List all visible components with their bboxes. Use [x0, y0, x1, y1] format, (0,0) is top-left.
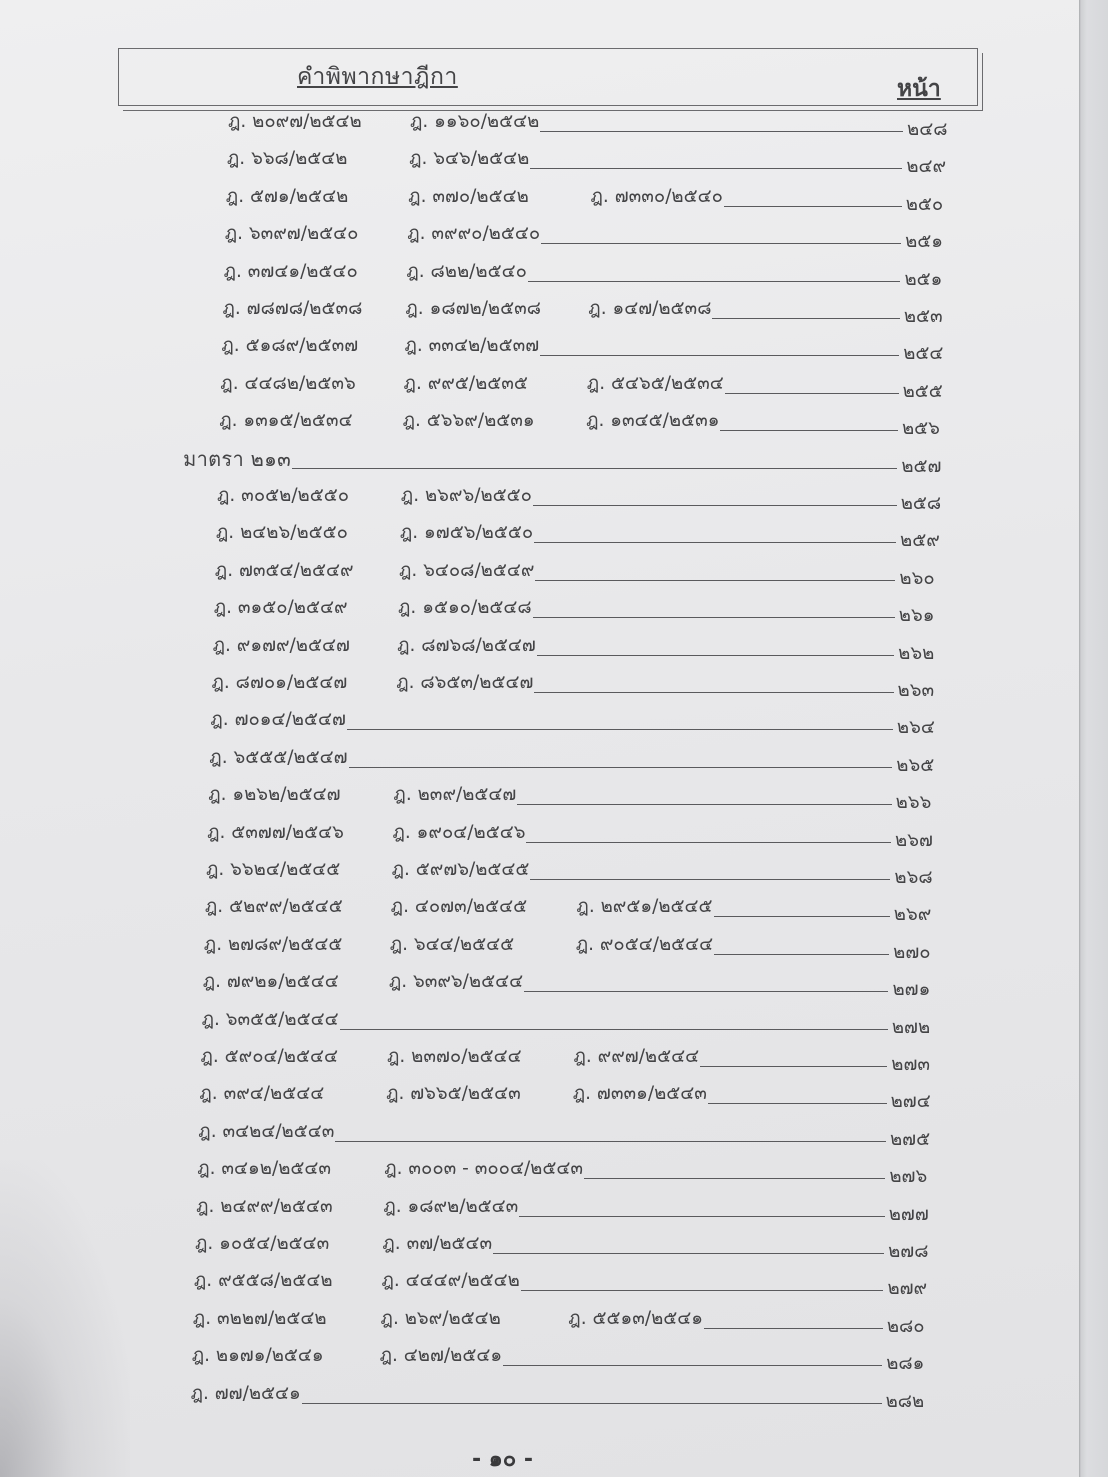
index-row — [195, 1229, 936, 1262]
case-citation: ฎ. ๗๙๒๑/๒๕๔๔ — [202, 971, 339, 993]
leader-line — [533, 504, 897, 506]
page-number: ๒๕๕ — [902, 380, 943, 402]
page-number: ๒๗๓ — [891, 1054, 931, 1075]
page-number: ๒๔๘ — [907, 119, 948, 140]
leader-line — [530, 878, 890, 880]
case-citation: ฎ. ๒๓๙/๒๕๔๗ — [393, 784, 517, 806]
page-number: ๒๕๔ — [903, 343, 944, 365]
case-citation: ฎ. ๕๒๙๙/๒๕๔๕ — [204, 896, 343, 918]
index-row — [209, 743, 944, 776]
leader-line — [708, 1102, 887, 1104]
page-number: ๒๗๘ — [888, 1241, 929, 1262]
leader-line — [534, 541, 896, 543]
page-number: ๒๖๒ — [898, 642, 935, 664]
leader-line — [540, 354, 899, 356]
leader-line — [340, 1028, 888, 1030]
case-citation: ฎ. ๗๐๑๔/๒๕๔๗ — [210, 709, 346, 731]
index-row — [199, 1079, 938, 1113]
page-number: ๒๕๗ — [901, 455, 942, 477]
case-citation: ฎ. ๑๘๗๒/๒๕๓๘ — [405, 298, 542, 319]
case-citation: ฎ. ๔๔๘๒/๒๕๓๖ — [220, 372, 356, 394]
page-number: ๒๖๖ — [895, 792, 932, 814]
page-number: ๒๖๗ — [895, 829, 933, 851]
case-citation: ฎ. ๖๓๙๗/๒๕๔๐ — [224, 223, 359, 245]
case-citation: ฎ. ๔๔๔๙/๒๕๔๒ — [381, 1270, 520, 1292]
index-row — [215, 518, 948, 552]
case-citation: ฎ. ๗๓๓๑/๒๕๔๓ — [572, 1083, 707, 1105]
leader-line — [521, 1289, 884, 1291]
case-citation: ฎ. ๘๒๒/๒๕๔๐ — [406, 260, 527, 282]
section-heading-row — [183, 444, 949, 477]
page-number: ๒๖๘ — [894, 867, 933, 888]
index-row — [228, 107, 955, 140]
page-number: ๒๖๓ — [897, 680, 935, 701]
case-citation: ฎ. ๓๔๒๔/๒๕๔๓ — [198, 1120, 335, 1142]
case-citation: ฎ. ๓๑๕๐/๒๕๔๙ — [213, 597, 348, 619]
case-citation: ฎ. ๓๒๒๗/๒๕๔๒ — [192, 1307, 327, 1329]
case-citation: ฎ. ๒๖๙๖/๒๕๕๐ — [400, 485, 532, 506]
index-row — [220, 369, 950, 402]
page-number: ๒๗๗ — [888, 1203, 929, 1225]
case-citation: ฎ. ๖๔๐๘/๒๕๔๙ — [398, 559, 535, 581]
case-citation: ฎ. ๖๕๕๕/๒๕๔๗ — [209, 746, 348, 768]
leader-line — [541, 242, 901, 244]
index-row — [202, 967, 941, 1001]
leader-line — [704, 1327, 883, 1329]
leader-line — [533, 616, 895, 618]
leader-line — [584, 1177, 885, 1179]
case-citation: ฎ. ๗๓๓๐/๒๕๔๐ — [590, 185, 723, 207]
case-citation: ฎ. ๙๕๕๘/๒๕๔๒ — [193, 1270, 333, 1292]
section-heading: มาตรา ๒๑๓ — [183, 446, 292, 471]
case-citation: ฎ. ๑๑๖๐/๒๕๔๒ — [410, 111, 540, 132]
index-row — [212, 631, 947, 664]
page-number: ๒๗๑ — [892, 979, 931, 1001]
case-citation: ฎ. ๑๔๗/๒๕๓๘ — [588, 298, 712, 319]
case-citation: ฎ. ๓๗/๒๕๔๓ — [382, 1233, 493, 1254]
index-row — [192, 1304, 935, 1337]
index-row — [201, 1005, 940, 1038]
case-citation: ฎ. ๑๒๖๒/๒๕๔๗ — [208, 784, 341, 806]
page-number: ๒๗๙ — [887, 1278, 928, 1300]
leader-line — [540, 130, 903, 132]
index-row — [196, 1192, 937, 1225]
case-citation: ฎ. ๔๒๗/๒๕๔๑ — [379, 1345, 503, 1367]
case-citation: ฎ. ๗๘๗๘/๒๕๓๘ — [222, 298, 363, 319]
index-row — [226, 144, 954, 178]
case-citation: ฎ. ๒๑๗๑/๒๕๔๑ — [191, 1345, 324, 1367]
index-row — [191, 1341, 935, 1375]
leader-line — [349, 766, 893, 768]
case-citation: ฎ. ๑๐๕๔/๒๕๔๓ — [195, 1233, 330, 1254]
page-number: ๒๕๓ — [903, 306, 943, 327]
index-row — [207, 818, 943, 851]
case-citation: ฎ. ๙๙๗/๒๕๔๔ — [573, 1046, 700, 1067]
index-row — [208, 780, 943, 814]
leader-line — [503, 1364, 882, 1366]
index-row — [214, 556, 948, 589]
index-row — [197, 1154, 937, 1188]
leader-line — [720, 429, 897, 431]
leader-line — [530, 167, 902, 169]
case-citation: ฎ. ๖๔๖/๒๕๔๒ — [409, 148, 530, 170]
index-row — [213, 593, 947, 627]
leader-line — [335, 1140, 886, 1142]
index-row — [225, 182, 954, 215]
case-citation: ฎ. ๕๙๗๖/๒๕๔๕ — [391, 859, 530, 880]
page-number: ๒๖๐ — [899, 567, 935, 589]
case-citation: ฎ. ๖๔๔/๒๕๔๕ — [389, 933, 515, 955]
leader-line — [517, 803, 891, 805]
case-citation: ฎ. ๖๖๒๔/๒๕๔๕ — [206, 859, 341, 880]
case-citation: ฎ. ๙๐๕๔/๒๕๔๔ — [575, 933, 714, 955]
page-number: ๒๕๑ — [905, 231, 944, 253]
case-citation: ฎ. ๓๓๔๒/๒๕๓๗ — [404, 335, 540, 357]
leader-line — [493, 1252, 884, 1254]
case-citation: ฎ. ๕๑๘๙/๒๕๓๗ — [221, 335, 359, 357]
page-number: ๒๕๐ — [905, 193, 944, 215]
case-citation: ฎ. ๗๓๕๔/๒๕๔๙ — [214, 559, 354, 581]
leader-line — [526, 841, 891, 843]
index-row — [198, 1117, 938, 1150]
leader-line — [524, 990, 888, 992]
page-number: ๒๘๑ — [886, 1353, 925, 1375]
case-citation: ฎ. ๑๓๑๕/๒๕๓๔ — [219, 410, 353, 432]
case-citation: ฎ. ๑๗๕๖/๒๕๕๐ — [399, 522, 534, 544]
leader-line — [724, 205, 902, 207]
index-row — [206, 855, 942, 888]
case-citation: ฎ. ๑๙๐๔/๒๕๔๖ — [392, 821, 526, 843]
case-citation: ฎ. ๙๙๕/๒๕๓๕ — [403, 372, 528, 394]
leader-line — [528, 280, 901, 282]
leader-line — [535, 579, 895, 581]
case-citation: ฎ. ๖๓๕๕/๒๕๔๔ — [201, 1008, 339, 1030]
page-title: คำพิพากษาฎีกา — [297, 64, 458, 90]
index-row — [200, 1042, 940, 1075]
leader-line — [714, 915, 890, 917]
page-number: ๒๖๕ — [896, 754, 935, 776]
index-row — [217, 481, 949, 514]
case-citation: ฎ. ๓๐๐๓ - ๓๐๐๔/๒๕๔๓ — [384, 1158, 584, 1180]
page-number: ๒๖๔ — [896, 717, 935, 739]
case-citation: ฎ. ๑๓๔๕/๒๕๓๑ — [586, 410, 720, 432]
page-number: ๒๗๖ — [889, 1166, 928, 1188]
case-citation: ฎ. ๓๙๙๐/๒๕๔๐ — [407, 223, 541, 245]
case-citation: ฎ. ๒๗๘๙/๒๕๔๕ — [203, 933, 343, 955]
leader-line — [714, 953, 889, 955]
case-citation: ฎ. ๕๕๑๓/๒๕๔๑ — [568, 1307, 704, 1329]
page-number: ๒๕๑ — [904, 268, 943, 290]
case-citation: ฎ. ๕๔๖๕/๒๕๓๔ — [586, 372, 724, 394]
footer-page-number: - ๑๐ - — [472, 1447, 533, 1472]
case-citation: ฎ. ๕๙๐๔/๒๕๔๔ — [200, 1046, 338, 1067]
leader-line — [302, 1402, 882, 1404]
page-number: ๒๗๔ — [890, 1091, 931, 1113]
leader-line — [537, 654, 894, 656]
page-number: ๒๖๑ — [898, 605, 935, 627]
leader-line — [347, 728, 893, 730]
index-row — [193, 1266, 936, 1300]
page-number: ๒๘๐ — [886, 1315, 925, 1337]
leader-line — [700, 1065, 887, 1067]
page-number: ๒๗๒ — [891, 1016, 931, 1038]
index-row — [203, 930, 941, 963]
case-citation: ฎ. ๗๖๖๕/๒๕๔๓ — [386, 1083, 521, 1105]
case-citation: ฎ. ๒๓๗๐/๒๕๔๔ — [387, 1046, 522, 1067]
case-citation: ฎ. ๘๖๕๓/๒๕๔๗ — [396, 672, 534, 693]
case-citation: ฎ. ๕๓๗๗/๒๕๔๖ — [207, 821, 344, 843]
leader-line — [534, 691, 893, 693]
index-row — [224, 219, 953, 253]
case-citation: ฎ. ๒๙๕๑/๒๕๔๕ — [576, 896, 713, 918]
case-citation: ฎ. ๘๗๐๑/๒๕๔๗ — [211, 672, 348, 693]
case-citation: ฎ. ๒๔๙๙/๒๕๔๓ — [196, 1195, 333, 1217]
case-citation: ฎ. ๖๓๙๖/๒๕๔๔ — [388, 971, 524, 993]
index-row — [211, 668, 946, 701]
case-citation: ฎ. ๕๖๖๙/๒๕๓๑ — [402, 410, 535, 432]
case-citation: ฎ. ๓๗๐/๒๕๔๒ — [408, 185, 529, 207]
page-number: ๒๕๖ — [901, 418, 940, 440]
leader-line — [712, 317, 899, 319]
index-row — [223, 257, 953, 290]
page-number: ๒๕๘ — [900, 493, 942, 514]
case-citation: ฎ. ๒๖๙/๒๕๔๒ — [380, 1307, 501, 1329]
index-row — [210, 705, 945, 739]
page-column-label: หน้า — [897, 76, 941, 102]
case-citation: ฎ. ๒๔๒๖/๒๕๕๐ — [215, 522, 348, 544]
case-citation: ฎ. ๓๐๕๒/๒๕๕๐ — [217, 485, 350, 506]
case-citation: ฎ. ๖๖๘/๒๕๔๒ — [226, 148, 348, 170]
page-number: ๒๔๙ — [906, 156, 947, 178]
case-citation: ฎ. ๘๗๖๘/๒๕๔๗ — [397, 634, 536, 656]
case-citation: ฎ. ๗๗/๒๕๔๑ — [190, 1382, 301, 1404]
page-number: ๒๘๒ — [885, 1390, 925, 1412]
case-citation: ฎ. ๑๘๙๒/๒๕๔๓ — [383, 1195, 519, 1217]
page-number: ๒๕๙ — [900, 530, 940, 552]
case-citation: ฎ. ๕๗๑/๒๕๔๒ — [225, 185, 349, 207]
case-citation: ฎ. ๙๑๗๙/๒๕๔๗ — [212, 634, 350, 656]
page-number: ๒๗๐ — [893, 941, 931, 963]
page-number: ๒๗๕ — [889, 1128, 931, 1150]
index-row — [221, 331, 951, 365]
leader-line — [519, 1215, 884, 1217]
case-citation: ฎ. ๓๔๑๒/๒๕๔๓ — [197, 1158, 332, 1180]
case-citation: ฎ. ๓๗๔๑/๒๕๔๐ — [223, 260, 358, 282]
case-citation: ฎ. ๔๐๗๓/๒๕๔๕ — [390, 896, 528, 918]
page-number: ๒๖๙ — [893, 904, 932, 926]
index-row — [219, 406, 950, 440]
index-row — [222, 294, 952, 327]
index-row — [204, 892, 942, 926]
leader-line — [292, 467, 897, 469]
case-citation: ฎ. ๓๙๔/๒๕๔๔ — [199, 1083, 325, 1105]
leader-line — [725, 392, 899, 394]
case-citation: ฎ. ๒๐๙๗/๒๕๔๒ — [228, 111, 362, 132]
case-citation: ฎ. ๑๕๑๐/๒๕๔๘ — [398, 597, 532, 619]
index-row — [190, 1379, 934, 1412]
